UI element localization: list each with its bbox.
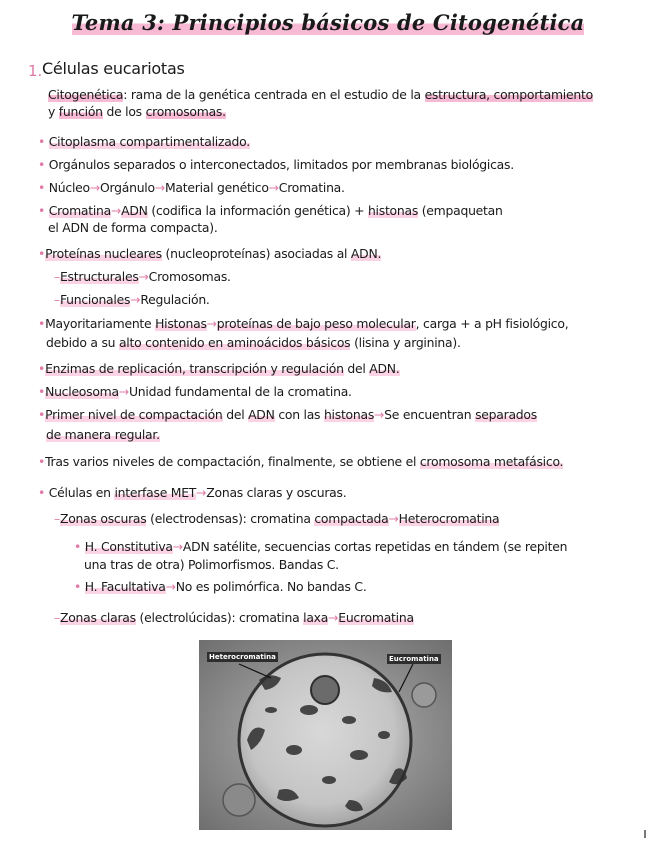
sub-h-facultativa [74,578,367,595]
label-heterocromatina: Heterocromatina [209,653,276,661]
bullet-highlight: alto contenido en aminoácidos básicos [118,335,351,350]
arrow-icon: → [268,180,279,195]
label-eucromatina: Eucromatina [389,655,439,663]
bullet-highlight: ADN. [350,246,382,261]
bullet-icon: • [38,407,46,422]
sub-text: una tras de otra) Polimorfismos. Bandas C. [84,557,339,572]
sub-highlight: Heterocromatina [398,511,500,526]
dash-icon: – [54,511,60,526]
arrow-icon: → [118,384,129,399]
sub-highlight: Eucromatina [338,610,414,625]
bullet-icon: • [38,157,46,172]
bullet-highlight: proteínas de bajo peso molecular [216,316,416,331]
bullet-enzimas [38,360,400,377]
bullet-highlight: separados [475,407,537,422]
sub-h-constitutiva-cont [84,556,339,573]
bullet-text: del [343,361,370,376]
sub-zonas-oscuras [54,510,499,527]
arrow-icon: → [130,292,141,307]
dash-icon: – [54,292,60,307]
bullet-text: , carga + a pH fisiológico, [415,316,569,331]
sub-text: No es polimórfica. No bandas C. [175,579,367,594]
bullet-cromatina-cont [48,219,218,236]
sub-text: (electrodensas): cromatina [146,511,315,526]
bullet-icon: • [38,134,46,149]
bullet-icon: • [38,384,46,399]
bullet-highlight: Histonas [155,316,207,331]
bullet-highlight: Primer nivel de compactación [45,407,223,422]
bullet-text: Unidad fundamental de la cromatina. [128,384,352,399]
bullet-highlight: ADN [121,203,148,218]
bullet-text: Zonas claras y oscuras. [206,485,347,500]
bullet-highlight: histonas [323,407,375,422]
arrow-icon: → [172,539,183,554]
bullet-text: Tras varios niveles de compactación, finalmente, se obtiene el [45,454,420,469]
dash-icon: – [54,269,60,284]
bullet-text: Células en [48,485,115,500]
sub-highlight: Zonas claras [59,610,136,625]
bullet-text: (lisina y arginina). [350,335,461,350]
arrow-icon: → [388,511,399,526]
bullet-nucleosoma [38,383,352,400]
definition-term: Citogenética [48,87,124,102]
arrow-icon: → [374,407,385,422]
bullet-text: Se encuentran [384,407,476,422]
bullet-highlight: ADN [248,407,275,422]
bullet-citoplasma [38,133,250,150]
sub-highlight: laxa [303,610,329,625]
bullet-icon: • [74,579,82,594]
sub-text: ADN satélite, secuencias cortas repetidas en tándem (se repiten [182,539,568,554]
bullet-organulos [38,156,514,173]
bullet-icon: • [38,203,46,218]
sub-highlight: Estructurales [59,269,139,284]
bullet-metafasico [38,453,563,470]
bullet-icon: • [38,361,46,376]
bullet-icon: • [38,180,46,195]
page-title [0,10,656,35]
sub-text: (electrolúcidas): cromatina [135,610,304,625]
page-title-text: Tema 3: Principios básicos de Citogenética [71,10,585,35]
bullet-text: con las [274,407,324,422]
bullet-highlight: cromosoma metafásico. [419,454,564,469]
sub-h-constitutiva [74,538,567,555]
bullet-highlight: ADN. [369,361,400,376]
sub-highlight: H. Constitutiva [84,539,173,554]
bullet-icon: • [38,485,46,500]
bullet-text: (empaquetan [418,203,503,218]
bullet-histonas [38,315,568,332]
bullet-text: Núcleo [48,180,90,195]
definition-highlight-2: función [58,104,103,119]
bullet-icon: • [74,539,82,554]
section-number: 1. [28,62,43,80]
bullet-text: (nucleoproteínas) asociadas al [161,246,351,261]
bullet-interfase [38,484,346,501]
definition-text-3: de los [102,104,146,119]
bullet-text: (codifica la información genética) + [147,203,368,218]
bullet-text: Cromatina. [278,180,345,195]
arrow-icon: → [89,180,100,195]
section-heading-text: Células eucariotas [42,59,185,78]
bullet-highlight: Proteínas nucleares [45,246,162,261]
micrograph-image [199,640,452,830]
bullet-histonas-cont [46,334,461,351]
bullet-highlight: histonas [367,203,419,218]
bullet-text: Mayoritariamente [45,316,156,331]
bullet-icon: • [38,246,46,261]
bullet-proteinas [38,245,381,262]
bullet-highlight: Cromatina [48,203,111,218]
tem-micrograph [199,640,452,830]
bullet-compactacion [38,406,537,423]
sub-funcionales [54,291,210,308]
bullet-text: Orgánulo [100,180,155,195]
arrow-icon: → [206,316,217,331]
bullet-text: Material genético [164,180,269,195]
sub-highlight: H. Facultativa [84,579,166,594]
sub-highlight: Zonas oscuras [59,511,147,526]
bullet-compactacion-cont [46,426,160,443]
bullet-text: el ADN de forma compacta). [48,220,218,235]
bullet-highlight: Nucleosoma [45,384,119,399]
arrow-icon: → [196,485,207,500]
sub-estructurales [54,268,231,285]
definition-highlight-3: cromosomas. [145,104,226,119]
bullet-cromatina [38,202,503,219]
arrow-icon: → [154,180,165,195]
definition-line-1 [48,86,593,103]
arrow-icon: → [138,269,149,284]
bullet-text: debido a su [46,335,119,350]
bullet-icon: • [38,316,46,331]
bullet-text: Citoplasma compartimentalizado. [48,134,250,149]
bullet-highlight: de manera regular. [46,427,160,442]
bullet-icon: • [38,454,46,469]
arrow-icon: → [328,610,339,625]
bullet-nucleo [38,179,345,196]
bullet-highlight: Enzimas de replicación, transcripción y regulación [45,361,344,376]
sub-highlight: Funcionales [59,292,131,307]
sub-text: Regulación. [140,292,210,307]
definition-text: : rama de la genética centrada en el estudio de la [123,87,425,102]
bullet-highlight: interfase MET [114,485,197,500]
definition-text-2: y [48,104,59,119]
sub-highlight: compactada [314,511,389,526]
page-marker [644,830,646,838]
bullet-text: Orgánulos separados o interconectados, limitados por membranas biológicas. [48,157,514,172]
arrow-icon: → [110,203,122,218]
dash-icon: – [54,610,60,625]
sub-text: Cromosomas. [148,269,231,284]
section-heading [42,60,185,77]
arrow-icon: → [165,579,176,594]
definition-highlight: estructura, comportamiento [424,87,593,102]
bullet-text: del [222,407,249,422]
sub-zonas-claras [54,609,414,626]
definition-line-2 [48,103,226,120]
